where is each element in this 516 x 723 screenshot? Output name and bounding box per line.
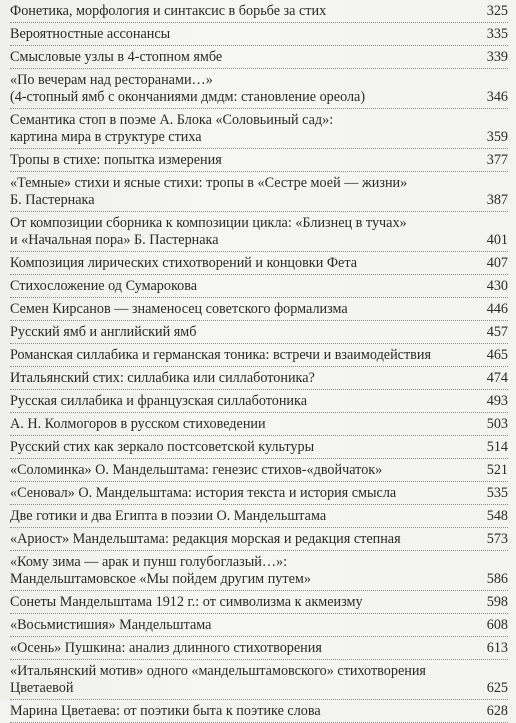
toc-entry-page-number: 430 <box>486 277 508 294</box>
toc-entry <box>10 172 508 212</box>
toc-entry <box>10 367 508 390</box>
toc-entry-title-line: Мандельштамовское «Мы пойдем другим путем» <box>10 570 311 587</box>
toc-entry-title-line: картина мира в структуре стиха <box>10 128 202 145</box>
toc-entry-title-line: Русский стих как зеркало постсоветской культуры <box>10 438 315 455</box>
toc-entry-page-number: 586 <box>486 570 508 587</box>
toc-entry-page-number: 474 <box>486 369 508 386</box>
toc-entry-page-number: 407 <box>486 254 508 271</box>
toc-entry-page-number: 608 <box>486 616 508 633</box>
toc-entry-title-line: «Итальянский мотив» одного «мандельштамовского» стихотворения <box>10 662 426 679</box>
toc-entry-page-number: 535 <box>486 484 508 501</box>
toc-entry-title-line: Фонетика, морфология и синтаксис в борьбе за стих <box>10 2 327 19</box>
toc-entry-title-line: Семен Кирсанов — знаменосец советского формализма <box>10 300 348 317</box>
toc-entry <box>10 252 508 275</box>
toc-entry-page-number: 613 <box>486 639 508 656</box>
toc-entry <box>10 637 508 660</box>
toc-entry-title-line: Итальянский стих: силлабика или силлаботоника? <box>10 369 315 386</box>
toc-entry-page-number: 377 <box>486 151 508 168</box>
toc-entry <box>10 321 508 344</box>
toc-entry-page-number: 514 <box>486 438 508 455</box>
toc-entry <box>10 528 508 551</box>
toc-entry <box>10 700 508 723</box>
toc-entry-title-line: Марина Цветаева: от поэтики быта к поэтике слова <box>10 702 321 719</box>
toc-entry-title-line: «Осень» Пушкина: анализ длинного стихотворения <box>10 639 322 656</box>
toc-entry <box>10 551 508 591</box>
toc-entry-page-number: 548 <box>486 507 508 524</box>
toc-entry-title-line: Романская силлабика и германская тоника: встречи и взаимодействия <box>10 346 431 363</box>
toc-entry-page-number: 346 <box>486 88 508 105</box>
toc-entry-page-number: 387 <box>486 191 508 208</box>
toc-entry-title-line: Стихосложение од Сумарокова <box>10 277 198 294</box>
toc-entry <box>10 505 508 528</box>
toc-entry <box>10 482 508 505</box>
toc-entry-title-line: (4-стопный ямб с окончаниями дмдм: становление ореола) <box>10 88 366 105</box>
toc-entry-title-line: Цветаевой <box>10 679 74 696</box>
toc-entry-title-line: «Ариост» Мандельштама: редакция морская и редакция степная <box>10 530 401 547</box>
toc-entry-page-number: 457 <box>486 323 508 340</box>
toc-entry-title-line: От композиции сборника к композиции цикла: «Близнец в тучах» <box>10 214 407 231</box>
toc-entry-title-line: Две готики и два Египта в поэзии О. Мандельштама <box>10 507 327 524</box>
toc-entry-title-line: «По вечерам над ресторанами…» <box>10 71 213 88</box>
toc-entry-title-line: «Кому зима — арак и пунш голубоглазый…»: <box>10 553 288 570</box>
toc-entry-page-number: 598 <box>486 593 508 610</box>
toc-entry-title-line: и «Начальная пора» Б. Пастернака <box>10 231 219 248</box>
toc-entry-page-number: 493 <box>486 392 508 409</box>
toc-entry-title-line: Сонеты Мандельштама 1912 г.: от символизма к акмеизму <box>10 593 363 610</box>
toc-entry-page-number: 628 <box>486 702 508 719</box>
toc-entry <box>10 614 508 637</box>
toc-entry-title-line: Русская силлабика и французская силлаботоника <box>10 392 307 409</box>
toc-entry <box>10 46 508 69</box>
toc-entry-title-line: «Темные» стихи и ясные стихи: тропы в «Сестре моей — жизни» <box>10 174 408 191</box>
toc-entry <box>10 23 508 46</box>
toc-entry-page-number: 325 <box>486 2 508 19</box>
toc-entry <box>10 344 508 367</box>
toc-entry <box>10 275 508 298</box>
toc-entry-title-line: Семантика стоп в поэме А. Блока «Соловьиный сад»: <box>10 111 334 128</box>
toc-entry-title-line: «Сеновал» О. Мандельштама: история текста и история смысла <box>10 484 397 501</box>
toc-entry-page-number: 446 <box>486 300 508 317</box>
toc-entry <box>10 109 508 149</box>
toc-entry-title-line: «Восьмистишия» Мандельштама <box>10 616 212 633</box>
toc-entry-title-line: Русский ямб и английский ямб <box>10 323 197 340</box>
toc-entry <box>10 0 508 23</box>
toc-entry-title-line: А. Н. Колмогоров в русском стиховедении <box>10 415 266 432</box>
toc-entry <box>10 390 508 413</box>
toc-entry-page-number: 573 <box>486 530 508 547</box>
toc-entry <box>10 413 508 436</box>
toc-entry-page-number: 359 <box>486 128 508 145</box>
toc-entry <box>10 212 508 252</box>
toc-entry <box>10 69 508 109</box>
toc-entry <box>10 149 508 172</box>
toc-entry-page-number: 521 <box>486 461 508 478</box>
toc-entry-page-number: 401 <box>486 231 508 248</box>
table-of-contents <box>10 0 508 723</box>
toc-entry <box>10 298 508 321</box>
toc-entry-title-line: Смысловые узлы в 4-стопном ямбе <box>10 48 223 65</box>
toc-entry-page-number: 503 <box>486 415 508 432</box>
toc-entry <box>10 591 508 614</box>
toc-entry-title-line: Вероятностные ассонансы <box>10 25 171 42</box>
toc-entry <box>10 660 508 700</box>
toc-entry <box>10 459 508 482</box>
toc-entry-title-line: Б. Пастернака <box>10 191 95 208</box>
toc-entry-title-line: «Соломинка» О. Мандельштама: генезис стихов-«двойчаток» <box>10 461 383 478</box>
toc-entry-page-number: 335 <box>486 25 508 42</box>
toc-entry-page-number: 339 <box>486 48 508 65</box>
toc-entry-title-line: Композиция лирических стихотворений и концовки Фета <box>10 254 358 271</box>
toc-entry <box>10 436 508 459</box>
toc-entry-page-number: 465 <box>486 346 508 363</box>
toc-entry-page-number: 625 <box>486 679 508 696</box>
toc-entry-title-line: Тропы в стихе: попытка измерения <box>10 151 222 168</box>
